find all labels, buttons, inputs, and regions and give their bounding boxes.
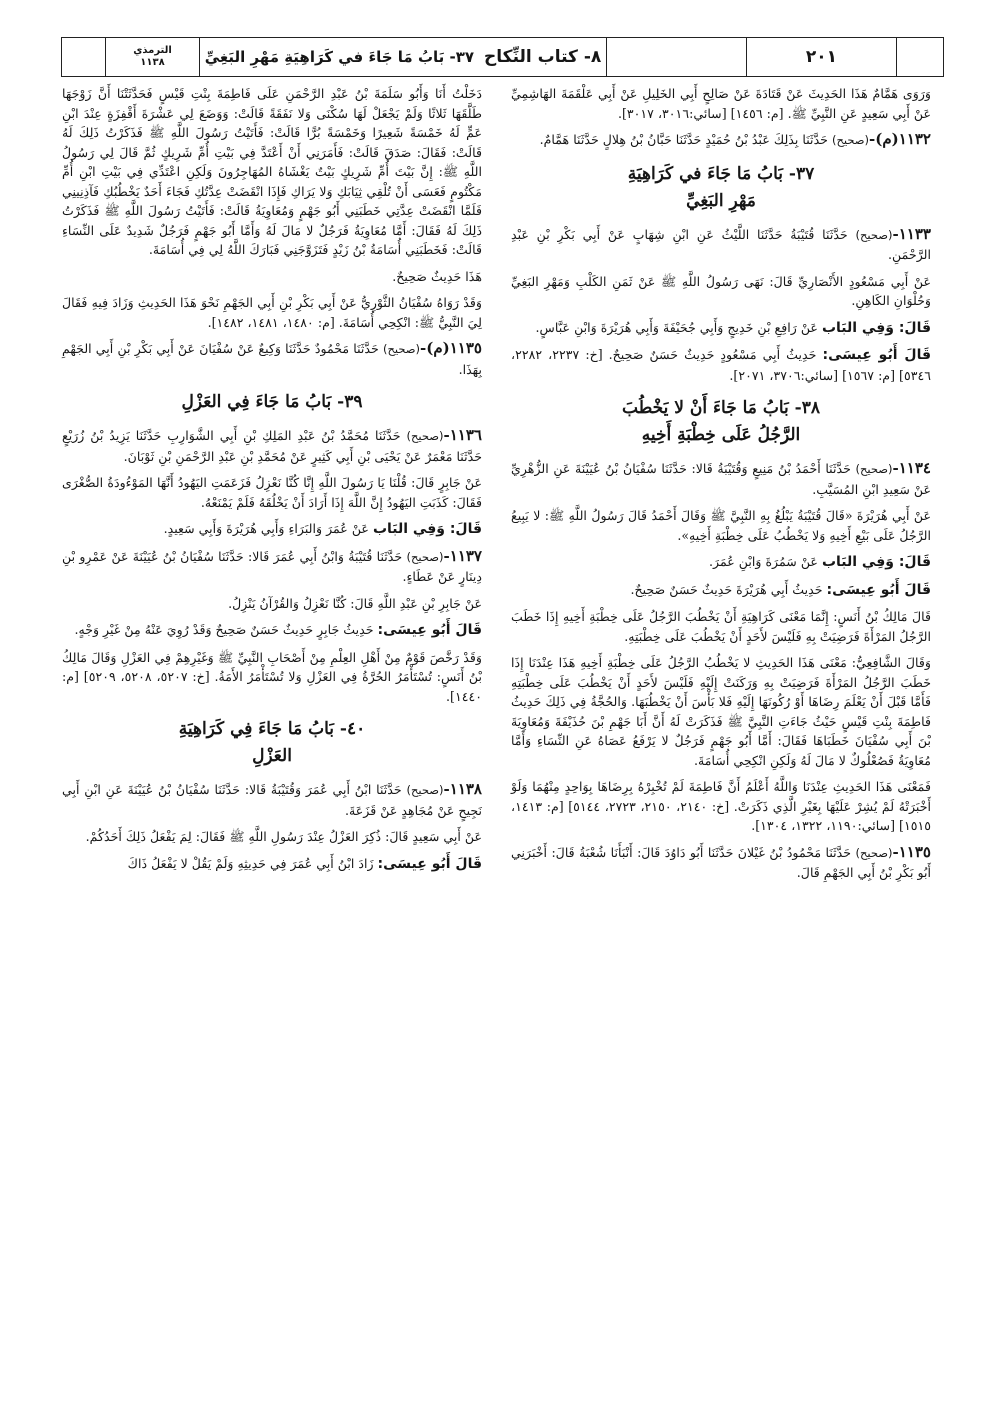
paragraph-label: قَالَ أَبُو عِيسَى: — [377, 622, 482, 638]
book-title: ٨- كتاب النِّكاح — [484, 47, 602, 67]
paragraph-text: عَنْ أَبِي هُرَيْرَةَ «قَالَ قُتَيْبَةُ يَبْلُغُ بِهِ النَّبِيَّ ﷺ وَقَالَ أَحْمَدُ قَالَ رَسُولُ اللَّهِ ﷺ: لا يَبِيعُ الرَّجُلُ عَلَى بَيْعِ أَخِيهِ وَلا يَخْطُبُ عَلَى خِطْبَةِ أَخِيهِ». — [511, 508, 931, 543]
paragraph-label: قَالَ: وَفِي البَاب — [821, 554, 931, 570]
paragraph-text: حَدَّثَنَا بِذَلِكَ عَبْدُ بْنُ حُمَيْدٍ حَدَّثَنَا حَبَّانُ بْنُ هِلالٍ حَدَّثَنَا هَمَّامٌ. — [539, 132, 828, 147]
paragraph-text: عَنْ أَبِي مَسْعُودٍ الأَنْصَارِيِّ قَالَ: نَهَى رَسُولُ اللَّهِ ﷺ عَنْ ثَمَنِ الكَلْبِ وَمَهْرِ البَغِيِّ وَحُلْوَانِ الكَاهِنِ. — [511, 273, 931, 308]
chapter-heading-line: ٣٩- بَابُ مَا جَاءَ فِي العَزْلِ — [181, 392, 363, 412]
paragraph-label: قَالَ أَبُو عِيسَى: — [377, 855, 482, 872]
hadith-grade: (صحيح) — [382, 342, 421, 356]
chapter-heading-line: ٤٠- بَابُ مَا جَاءَ فِي كَرَاهِيَةِ — [178, 719, 366, 739]
hadith-paragraph — [511, 459, 931, 499]
paragraph-text: عَنْ أَبِي سَعِيدٍ قَالَ: ذُكِرَ العَزْلُ عِنْدَ رَسُولِ اللَّهِ ﷺ فَقَالَ: لِمَ يَفْعَلُ ذَلِكَ أَحَدُكُمْ. — [85, 829, 482, 844]
hadith-number: ١١٣٦- — [443, 426, 482, 444]
reference-hadith-number: ١١٣٨ — [140, 57, 165, 68]
chapter-heading-line: الرَّجُلُ عَلَى خِطْبَةِ أَخِيهِ — [641, 425, 801, 445]
hadith-grade: (صحيح) — [406, 429, 444, 443]
text-paragraph — [62, 473, 482, 512]
text-paragraph — [62, 620, 482, 641]
header-title — [200, 38, 607, 76]
page-number: ٢٠١ — [747, 38, 897, 76]
paragraph-text: حَدِيثُ أَبِي هُرَيْرَةَ حَدِيثٌ حَسَنٌ صَحِيحٌ. — [630, 581, 823, 597]
paragraph-text: وَرَوَى هَمَّامٌ هَذَا الحَدِيثَ عَنْ قَتَادَةَ عَنْ صَالِحٍ أَبِي الخَلِيلِ عَنْ أَبِي عَلْقَمَةَ الهَاشِمِيِّ عَنْ أَبِي سَعِيدٍ عَنِ النَّبِيِّ ﷺ. [م: ١٤٥٦] [سائي:٣٠١٦، ٣٠١٧]. — [511, 86, 931, 121]
paragraph-text: فَمَعْنَى هَذَا الحَدِيثِ عِنْدَنَا وَاللَّهُ أَعْلَمُ أَنَّ فَاطِمَةَ لَمْ تُخْبِرْهُ بِرِضَاهَا بِوَاحِدٍ مِنْهُمَا وَلَوْ أَخْبَرَتْهُ لَمْ يُشِرْ عَلَيْهَا بِغَيْرِ الَّذِي ذَكَرَتْ. [خ: ٢١٤٠، ٢١٥٠، ٢٧٢٣، ٥١٤٤] [م: ١٤١٣، ١٥١٥] [سائي:١١٩٠، ١٣٢٢، ١٣٠٤]. — [511, 779, 931, 833]
text-paragraph — [62, 293, 482, 332]
hadith-paragraph — [62, 547, 482, 587]
chapter-heading-line: ٣٨- بَابُ مَا جَاءَ أَنْ لا يَخْطُبَ — [622, 398, 820, 418]
chapter-heading-line: العَزْلِ — [252, 746, 292, 766]
text-paragraph — [62, 594, 482, 614]
paragraph-label: قَالَ: وَفِي البَاب — [372, 521, 482, 537]
header-cell-blank — [607, 38, 747, 76]
hadith-paragraph — [511, 130, 931, 151]
hadith-paragraph — [62, 339, 482, 379]
hadith-paragraph — [62, 426, 482, 466]
paragraph-text: حَدَّثَنَا ابْنُ أَبِي عُمَرَ وَقُتَيْبَةُ قَالا: حَدَّثَنَا سُفْيَانُ بْنُ عُيَيْنَةَ عَنِ ابْنِ أَبِي نَجِيحٍ عَنْ مُجَاهِدٍ عَنْ قَزَعَةَ. — [62, 782, 482, 818]
paragraph-text: وَقَدْ رَوَاهُ سُفْيَانُ الثَّوْرِيُّ عَنْ أَبِي بَكْرِ بْنِ أَبِي الجَهْمِ نَحْوَ هَذَا الحَدِيثِ وَزَادَ فِيهِ فَقَالَ لِيَ النَّبِيُّ ﷺ: انْكِحِي أُسَامَةَ. [م: ١٤٨٠، ١٤٨١، ١٤٨٢]. — [62, 295, 482, 330]
hadith-number: ١١٣٤- — [892, 459, 931, 477]
text-paragraph — [511, 318, 931, 339]
header-reference — [106, 38, 200, 76]
hadith-paragraph — [511, 843, 931, 883]
hadith-grade: (صحيح) — [831, 133, 870, 147]
paragraph-label: قَالَ: وَفِي البَاب — [821, 319, 931, 336]
paragraph-text: حَدِيثُ جَابِرٍ حَدِيثٌ حَسَنٌ صَحِيحٌ وَقَدْ رُوِيَ عَنْهُ مِنْ غَيْرِ وَجْهٍ. — [74, 622, 374, 637]
hadith-grade: (صحيح) — [855, 227, 893, 242]
paragraph-text: حَدَّثَنَا مُحَمَّدُ بْنُ عَبْدِ المَلِكِ بْنِ أَبِي الشَّوَارِبِ حَدَّثَنَا يَزِيدُ بْنُ زُرَيْعٍ حَدَّثَنَا مَعْمَرٌ عَنْ يَحْيَى بْنِ أَبِي كَثِيرٍ عَنْ مُحَمَّدِ بْنِ عَبْدِ الرَّحْمَنِ بْنِ ثَوْبَانَ. — [62, 428, 482, 464]
paragraph-text: هَذَا حَدِيثٌ صَحِيحٌ. — [392, 268, 482, 284]
text-paragraph — [62, 519, 482, 540]
header-cell-blank — [62, 38, 106, 76]
reference-book-name: الترمذي — [133, 45, 172, 56]
paragraph-label: قَالَ أَبُو عِيسَى: — [822, 347, 931, 363]
hadith-paragraph — [62, 780, 482, 820]
paragraph-text: عَنْ سَمُرَةَ وَابْنِ عُمَرَ. — [709, 554, 818, 569]
paragraph-text: قَالَ مَالِكُ بْنُ أَنَسٍ: إِنَّمَا مَعْنَى كَرَاهِيَةِ أَنْ يَخْطُبَ الرَّجُلُ عَلَى خِطْبَةِ أَخِيهِ إِذَا خَطَبَ الرَّجُلُ المَرْأَةَ فَرَضِيَتْ بِهِ فَلَيْسَ لأَحَدٍ أَنْ يَخْطُبَ عَلَى خِطْبَتِهِ. — [511, 609, 931, 644]
text-paragraph — [62, 827, 482, 847]
paragraph-text: دَخَلْتُ أَنَا وَأَبُو سَلَمَةَ بْنُ عَبْدِ الرَّحْمَنِ عَلَى فَاطِمَةَ بِنْتِ قَيْسٍ فَحَدَّثَتْنَا أَنَّ زَوْجَهَا طَلَّقَهَا ثَلاثًا وَلَمْ يَجْعَلْ لَهَا سُكْنَى وَلا نَفَقَةً قَالَتْ: وَوَضَعَ لِي عَشْرَةَ أَقْفِزَةٍ عِنْدَ ابْنِ عَمٍّ لَهُ خَمْسَةً شَعِيرًا وَخَمْسَةً بُرًّا قَالَتْ: فَأَتَيْتُ رَسُولَ اللَّهِ ﷺ فَذَكَرْتُ ذَلِكَ لَهُ قَالَتْ: فَقَالَ: صَدَقَ قَالَتْ: فَأَمَرَنِي أَنْ أَعْتَدَّ فِي بَيْتِ أُمِّ شَرِيكٍ ثُمَّ قَالَ لِي رَسُولُ اللَّهِ ﷺ: إِنَّ بَيْتَ أُمِّ شَرِيكٍ بَيْتٌ يَغْشَاهُ المُهَاجِرُونَ وَلَكِنِ اعْتَدِّي فِي بَيْتِ ابْنِ أُمِّ مَكْتُومٍ فَعَسَى أَنْ تُلْقِي ثِيَابَكِ وَلا يَرَاكِ فَإِذَا انْقَضَتْ عِدَّتُكِ فَجَاءَ أَحَدٌ يَخْطُبُكِ فَآذِنِينِي فَلَمَّا انْقَضَتْ عِدَّتِي خَطَبَنِي أَبُو جَهْمٍ وَمُعَاوِيَةُ قَالَتْ: فَأَتَيْتُ رَسُولَ اللَّهِ ﷺ فَذَكَرْتُ ذَلِكَ لَهُ فَقَالَ: أَمَّا مُعَاوِيَةُ فَرَجُلٌ لا مَالَ لَهُ وَأَمَّا أَبُو جَهْمٍ فَرَجُلٌ شَدِيدٌ عَلَى النِّسَاءِ قَالَتْ: فَخَطَبَنِي أُسَامَةُ بْنُ زَيْدٍ فَتَزَوَّجَنِي فَبَارَكَ اللَّهُ لِي فِي أُسَامَةَ. — [62, 86, 482, 257]
paragraph-text: عَنْ جَابِرٍ قَالَ: قُلْنَا يَا رَسُولَ اللَّهِ إِنَّا كُنَّا نَعْزِلُ فَزَعَمَتِ اليَهُودُ أَنَّهَا المَوْءُودَةُ الصُّغْرَى فَقَالَ: كَذَبَتِ اليَهُودُ إِنَّ اللَّهَ إِذَا أَرَادَ أَنْ يَخْلُقَهُ فَلَمْ يَمْنَعْهُ. — [62, 475, 482, 510]
text-paragraph — [62, 84, 482, 260]
hadith-grade: (صحيح) — [406, 783, 444, 797]
hadith-number: ١١٣٥(م)- — [420, 339, 482, 357]
paragraph-text: عَنْ جَابِرِ بْنِ عَبْدِ اللَّهِ قَالَ: كُنَّا نَعْزِلُ وَالقُرْآنُ يَنْزِلُ. — [228, 595, 482, 611]
text-paragraph — [511, 777, 931, 836]
paragraph-text: حَدَّثَنَا قُتَيْبَةُ وَابْنُ أَبِي عُمَرَ قَالا: حَدَّثَنَا سُفْيَانُ بْنُ عُيَيْنَةَ عَنْ عَمْرِو بْنِ دِينَارٍ عَنْ عَطَاءٍ. — [62, 548, 482, 584]
chapter-heading-line: مَهْرِ البَغِيِّ — [686, 190, 756, 211]
paragraph-text: عَنْ رَافِعِ بْنِ خَدِيجٍ وَأَبِي جُحَيْفَةَ وَأَبِي هُرَيْرَةَ وَابْنِ عَبَّاسٍ. — [535, 319, 818, 335]
paragraph-text: زَادَ ابْنُ أَبِي عُمَرَ فِي حَدِيثِهِ وَلَمْ يَقُلْ لا يَفْعَلُ ذَاكَ — [127, 855, 374, 871]
paragraph-text: حَدَّثَنَا أَحْمَدُ بْنُ مَنِيعٍ وَقُتَيْبَةُ قَالا: حَدَّثَنَا سُفْيَانُ بْنُ عُيَيْنَةَ عَنِ الزُّهْرِيِّ عَنْ سَعِيدِ ابْنِ المُسَيَّبِ. — [511, 461, 931, 497]
text-paragraph — [511, 552, 931, 573]
text-paragraph — [511, 84, 931, 123]
text-paragraph — [511, 345, 931, 385]
paragraph-text: عَنْ عُمَرَ وَالبَرَاءِ وَأَبِي هُرَيْرَةَ وَأَبِي سَعِيدٍ. — [163, 521, 369, 536]
chapter-heading — [62, 389, 482, 416]
paragraph-text: حَدَّثَنَا مَحْمُودٌ حَدَّثَنَا وَكِيعٌ عَنْ سُفْيَانَ عَنْ أَبِي بَكْرِ بْنِ أَبِي الجَهْمِ بِهَذَا. — [62, 341, 482, 377]
hadith-grade: (صحيح) — [855, 462, 893, 476]
chapter-heading-line: ٣٧- بَابُ مَا جَاءَ في كَرَاهِيَةِ — [627, 163, 815, 184]
hadith-number: ١١٣٣- — [892, 224, 931, 243]
hadith-number: ١١٣٨- — [443, 780, 482, 798]
hadith-paragraph — [511, 225, 931, 265]
text-paragraph — [62, 648, 482, 707]
text-paragraph — [62, 854, 482, 875]
hadith-grade: (صحيح) — [406, 549, 444, 564]
paragraph-text: وَقَالَ الشَّافِعِيُّ: مَعْنَى هَذَا الحَدِيثِ لا يَخْطُبُ الرَّجُلُ عَلَى خِطْبَةِ أَخِيهِ هَذَا عِنْدَنَا إِذَا خَطَبَ الرَّجُلُ المَرْأَةَ فَرَضِيَتْ بِهِ وَرَكَنَتْ إِلَيْهِ فَلَيْسَ لأَحَدٍ أَنْ يَخْطُبَ عَلَى خِطْبَتِهِ فَأَمَّا قَبْلَ أَنْ يَعْلَمَ رِضَاهَا أَوْ رُكُونَهَا إِلَيْهِ فَلا بَأْسَ أَنْ يَخْطُبَهَا. وَالحُجَّةُ فِي ذَلِكَ حَدِيثُ فَاطِمَةَ بِنْتِ قَيْسٍ حَيْثُ جَاءَتِ النَّبِيَّ ﷺ فَذَكَرَتْ لَهُ أَنَّ أَبَا جَهْمِ بْنَ حُذَيْفَةَ وَمُعَاوِيَةَ بْنَ أَبِي سُفْيَانَ خَطَبَاهَا فَقَالَ: أَمَّا أَبُو جَهْمٍ فَرَجُلٌ لا يَرْفَعُ عَصَاهُ عَنِ النِّسَاءِ وَأَمَّا مُعَاوِيَةُ فَصُعْلُوكٌ لا مَالَ لَهُ وَلَكِنِ انْكِحِي أُسَامَةَ. — [511, 655, 931, 768]
left-text-column — [62, 84, 482, 881]
text-paragraph — [511, 607, 931, 646]
paragraph-label: قَالَ أَبُو عِيسَى: — [826, 581, 931, 598]
paragraph-text: وَقَدْ رَخَّصَ قَوْمٌ مِنْ أَهْلِ العِلْمِ مِنْ أَصْحَابِ النَّبِيِّ ﷺ وَغَيْرِهِمْ فِي العَزْلِ وَقَالَ مَالِكُ بْنُ أَنَسٍ: تُسْتَأْمَرُ الحُرَّةُ فِي العَزْلِ وَلا تُسْتَأْمَرُ الأَمَةُ. [خ: ٥٢٠٧، ٥٢٠٨، ٥٢٠٩] [م: ١٤٤٠]. — [62, 649, 482, 704]
hadith-number: ١١٣٧- — [443, 546, 482, 565]
text-paragraph — [511, 580, 931, 601]
text-paragraph — [62, 267, 482, 287]
right-text-column — [511, 84, 931, 890]
page-header — [61, 37, 944, 77]
hadith-grade: (صحيح) — [855, 845, 893, 860]
text-paragraph — [511, 272, 931, 311]
chapter-title: ٣٧- بَابُ مَا جَاءَ في كَرَاهِيَةِ مَهْرِ البَغِيِّ — [204, 48, 475, 66]
chapter-heading — [511, 161, 931, 215]
hadith-number: ١١٣٥- — [892, 842, 931, 861]
paragraph-text: حَدَّثَنَا قُتَيْبَةُ حَدَّثَنَا اللَّيْثُ عَنِ ابْنِ شِهَابٍ عَنْ أَبِي بَكْرِ بْنِ عَبْدِ الرَّحْمَنِ. — [511, 226, 931, 262]
header-cell-blank — [897, 38, 943, 76]
chapter-heading — [62, 716, 482, 770]
text-paragraph — [511, 653, 931, 770]
paragraph-text: حَدَّثَنَا مَحْمُودُ بْنُ غَيْلانَ حَدَّثَنَا أَبُو دَاوُدَ قَالَ: أَنْبَأَنَا شُعْبَةُ قَالَ: أَخْبَرَنِي أَبُو بَكْرِ بْنُ أَبِي الجَهْمِ قَالَ. — [511, 844, 931, 880]
hadith-number: ١١٣٢(م)- — [869, 130, 931, 148]
text-paragraph — [511, 506, 931, 545]
paragraph-text: حَدِيثُ أَبِي مَسْعُودٍ حَدِيثٌ حَسَنٌ صَحِيحٌ. [خ: ٢٢٣٧، ٢٢٨٢، ٥٣٤٦] [م: ١٥٦٧] [سائي:٣٧٠٦، ٢٠٧١]. — [511, 347, 931, 383]
chapter-heading — [511, 395, 931, 449]
